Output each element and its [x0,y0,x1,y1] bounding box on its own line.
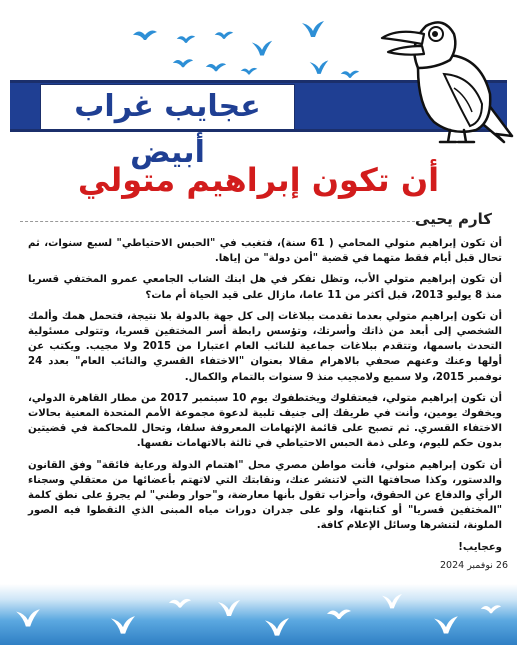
bird-icon [108,614,138,638]
bird-icon [205,58,227,76]
author-name: كارم يحيى [415,210,492,228]
bird-icon [14,606,42,632]
paragraph: أن تكون إبراهيم متولي، فيعتقلوك ويختطفوك يوم 10 سبتمبر 2017 من مطار القاهرة الدولي، ويخفوك يومين، وأنت في طريقك إلى جنيف تلبية لدعوة مجموعة الأمم المتحدة المعنية بحالات الاختفاء القسري. ثم تصبح على قائمة الإتهامات المعروفة سلفا، وتحال للمحاكمة في قضيتين بدون حكم لليوم، وعلى ذمة الحبس الاحتياطي في ثالثة بالاتهامات نفسها. [28,392,502,450]
bird-icon [176,32,196,46]
publish-date: 26 نوفمبر 2024 [439,560,508,571]
bird-icon [432,614,460,638]
bird-icon [132,26,158,44]
closing-line: وعجايب! [458,541,502,553]
paragraph: أن تكون إبراهيم متولي المحامي ( 61 سنة)، فتغيب في "الحبس الاحتياطي" لسبع سنوات، ثم تحال قبل أيام فقط متهما في قضية "أمن دولة" من إياها. [28,238,503,265]
bird-icon [300,18,326,42]
bird-icon [262,616,292,640]
bird-icon [380,592,404,612]
byline [20,208,510,230]
bird-icon [308,58,330,78]
bird-icon [480,600,502,618]
paragraph: أن تكون إبراهيم متولي الأب، وتظل تفكر في هل ابنك الشاب الجامعي عمرو المختفي قسريا منذ 8 يوليو 2013، قبل أكثر من 11 عاما، مازال على قيد الحياة أم مات؟ [28,274,502,301]
bird-icon [214,28,234,42]
bird-icon [240,64,258,78]
paragraph: أن تكون إبراهيم متولي، فأنت مواطن مصري محل "اهتمام الدولة ورعاية فائقة" وفق القانون والدستور، وكذا صحافتها التي لاتنشر عنك، ونقابتك التي لاتهتم بأعضائها من معتقلي وسجناء الرأي والدفاع عن الحقوق، وأحزاب تقول بأنها معارضة، و"حوار وطني" لم يجرؤ على نطق كلمة "المختفين قسريا" أو كتابتها، ولو على جدران دورات مياه المبنى الذي التقطوا فيه الصور الملونة، لتنشرها وسائل الإعلام كافة. [28,459,502,532]
bird-icon [250,38,274,60]
article-body [28,236,502,561]
paragraph: أن تكون إبراهيم متولي بعدما تقدمت ببلاغات إلى كل جهة بالدولة بلا نتيجة، فتحمل همك وألمك الشخصي إلى أبعد من ذاتك وأسرتك، وتؤسس رابطة أسر المختفين قسريا، وتتولى مسئولية التحدث باسمها، وتتقدم ببلاغات جماعية للنائب العام اعتبارا من 2015 ولا مجيب. ويكتب عن أولها وعنك وعنهم صحفي بالاهرام مقالا بعنوان "الاختفاء القسري والنائب العام" بعدد 24 نوفمبر 2015، ولا سميع ولامجيب منذ 9 سنوات بالتمام والكمال. [28,310,502,383]
footer-sky-banner [0,584,517,645]
byline-rule [20,221,420,222]
bird-icon [216,598,242,620]
header [0,0,517,170]
bird-icon [172,55,194,71]
bird-icon [168,594,192,612]
bird-icon [326,604,352,624]
white-crow-illustration [378,4,514,144]
series-title: عجايب غراب أبيض [74,89,261,170]
article-title: أن تكون إبراهيم متولي [77,161,440,199]
